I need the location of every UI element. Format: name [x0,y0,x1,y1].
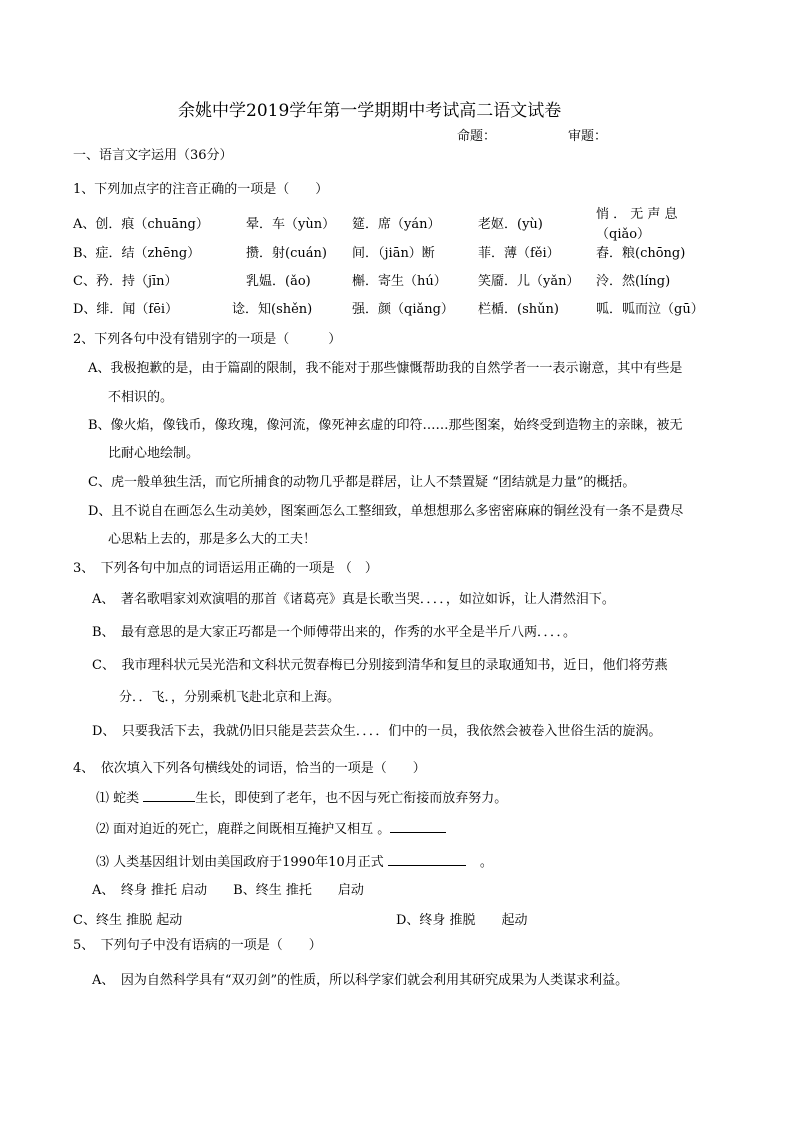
q4-s1-post: 生长，即使到了老年，也不因与死亡衔接而放弃努力。 [195,791,508,806]
setter-label: 命题： [457,129,497,144]
q1-c-4: 笑靥．儿（yǎn） [478,274,580,289]
q2-option-a-cont: 不相识的。 [108,390,174,405]
q1-c-3: 槲．寄生（hú） [352,274,447,289]
q3-option-a: A、 著名歌唱家刘欢演唱的那首《诸葛亮》真是长歌当哭．．．．，如泣如诉，让人潸然泪下。 [92,592,615,607]
q3-option-d: D、 只要我活下去，我就仍旧只能是芸芸众生．．．．们中的一员，我依然会被卷入世俗生活的旋涡。 [92,724,662,739]
q1-a-3: 筵．席（yán） [352,217,441,232]
q1-b-1: B、症．结（zhēng） [73,246,201,261]
q3-option-b: B、 最有意思的是大家正巧都是一个师傅带出来的，作秀的水平全是半斤八两．．．．。 [92,625,577,640]
reviewer-label: 审题： [568,129,608,144]
q4-blank-3 [388,853,466,866]
q2-option-d: D、且不说自在画怎么生动美妙，图案画怎么工整细致，单想想那么多密密麻麻的铜丝没有一条不是费尽 [88,504,684,519]
q1-a-2: 晕．车（yùn） [246,217,336,232]
q4-sentence-3 [96,853,493,872]
q4-s2-pre: ⑵ 面对迫近的死亡，鹿群之间既相互掩护又相互 。 [96,822,391,837]
q4-blank-1 [143,789,195,802]
q4-s3-pre: ⑶ 人类基因组计划由美国政府于1990年10月正式 [96,855,388,870]
q1-d-2: 谂．知(shěn) [232,302,313,317]
q4-blank-2 [390,820,446,833]
q1-b-4: 菲．薄（fěi） [478,246,560,261]
q4-s3-post: 。 [479,855,493,870]
q1-d-1: D、绯．闻（fēi） [73,302,179,317]
q1-a-1: A、创．痕（chuāng） [73,217,209,232]
exam-title: 余姚中学2019学年第一学期期中考试高二语文试卷 [178,101,562,121]
q4-options-ab: A、 终身 推托 启动 B、终生 推托 启动 [92,883,364,898]
q2-option-a: A、我极抱歉的是，由于篇副的限制，我不能对于那些慷慨帮助我的自然学者一一表示谢意，其中有些是 [88,361,683,376]
q1-stem: 1、下列加点字的注音正确的一项是（ ） [73,182,329,197]
q2-option-b-cont: 比耐心地绘制。 [108,446,200,461]
q4-option-c: C、终生 推脱 起动 [73,913,183,928]
section-heading: 一、语言文字运用（36分） [73,148,233,163]
q4-sentence-2 [96,820,446,839]
q1-d-3: 强．颜（qiǎng） [352,302,454,317]
q2-option-b: B、像火焰，像钱币，像玫瑰，像河流，像死神玄虚的印符……那些图案，始终受到造物主的亲睐，被无 [88,418,683,433]
q2-stem: 2、下列各句中没有错别字的一项是（ ） [73,332,342,347]
q1-b-5: 舂．粮(chōng) [596,246,686,261]
q5-option-a: A、 因为自然科学具有“双刃剑”的性质，所以科学家们就会利用其研究成果为人类谋求利益。 [92,973,629,988]
q3-stem: 3、 下列各句中加点的词语运用正确的一项是 （ ） [73,561,378,576]
q1-c-2: 乳媪．(ǎo) [246,274,311,289]
q2-option-d-cont: 心思粘上去的，那是多么大的工夫！ [108,532,317,547]
q5-stem: 5、 下列句子中没有语病的一项是（ ） [73,938,322,953]
q3-option-c-cont: 分．．飞．，分别乘机飞赴北京和上海。 [119,690,341,705]
q1-d-4: 栏楯．(shǔn) [478,302,559,317]
q2-option-c: C、虎一般单独生活，而它所捕食的动物几乎都是群居，让人不禁置疑 “团结就是力量”的概括。 [88,475,636,490]
q4-option-d: D、终身 推脱 起动 [396,913,528,928]
q1-c-1: C、矜．持（jīn） [73,274,178,289]
q3-option-c: C、 我市理科状元吴光浩和文科状元贺春梅已分别接到清华和复旦的录取通知书，近日，他们将劳燕 [92,658,668,673]
q1-b-3: 间．（jiān）断 [352,246,435,261]
q1-a-5: 悄 ． 无 声 息 [596,207,678,222]
q4-s1-pre: ⑴ 蛇类 [96,791,144,806]
q1-d-5: 呱．呱而泣（gū） [596,302,704,317]
q1-a-5-pinyin: （qiǎo） [596,227,651,242]
q4-sentence-1 [96,789,507,808]
q1-c-5: 泠．然(líng) [596,274,671,289]
q1-b-2: 攒．射(cuán) [246,246,327,261]
q4-stem: 4、 依次填入下列各句横线处的词语，恰当的一项是（ ） [73,761,426,776]
q1-a-4: 老妪．(yù) [478,217,543,232]
